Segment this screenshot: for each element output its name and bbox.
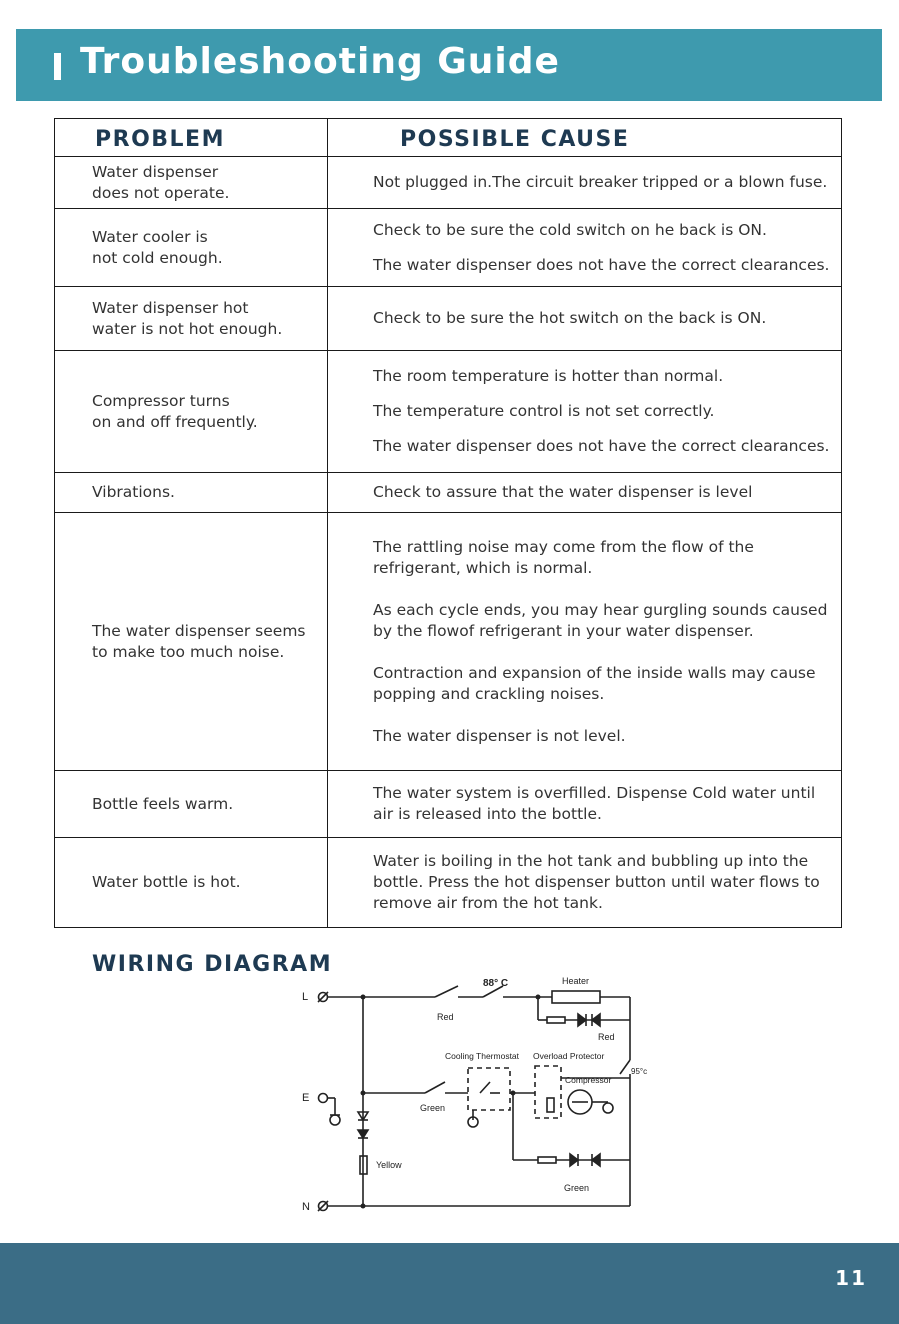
cause-text: As each cycle ends, you may hear gurgling sounds caused by the flowof refrigerant in your water dispenser. [373, 600, 828, 640]
label-n: N [302, 1201, 310, 1213]
table-header-row [55, 119, 842, 157]
ground-icon [330, 1115, 340, 1125]
label-88c: 88° C [483, 978, 509, 989]
problem-text: does not operate. [92, 183, 230, 202]
page-title: Troubleshooting Guide [80, 41, 560, 82]
cause-cell [328, 838, 842, 928]
terminal-e-icon [319, 1094, 328, 1103]
problem-cell [55, 513, 328, 771]
problem-text: water is not hot enough. [92, 319, 283, 338]
problem-cell [55, 209, 328, 287]
table-row [55, 771, 842, 838]
cause-text: Check to be sure the hot switch on the back is ON. [373, 309, 767, 327]
label-green-2: Green [564, 1183, 590, 1193]
table-row [55, 157, 842, 209]
cause-text: The water dispenser does not have the correct clearances. [373, 437, 830, 455]
problem-text: on and off frequently. [92, 412, 258, 431]
table-row [55, 287, 842, 351]
cause-text: The water dispenser does not have the correct clearances. [373, 255, 830, 274]
cause-cell [328, 771, 842, 838]
problem-text: Water dispenser hot [92, 298, 249, 317]
problem-text: to make too much noise. [92, 642, 285, 661]
table-row [55, 473, 842, 513]
label-compressor: Compressor [565, 1075, 612, 1085]
cause-text: The rattling noise may come from the flow of the refrigerant, which is normal. [373, 537, 754, 577]
label-red-2: Red [598, 1032, 615, 1042]
cause-text: Contraction and expansion of the inside walls may cause popping and crackling noises. [373, 663, 816, 703]
problem-text: not cold enough. [92, 248, 223, 267]
cause-text: Check to be sure the cold switch on he back is ON. [373, 220, 767, 239]
problem-cell [55, 771, 328, 838]
label-heater: Heater [562, 976, 590, 986]
overload-protector-icon [535, 1066, 561, 1118]
cause-cell [328, 157, 842, 209]
wiring-diagram-title: WIRING DIAGRAM [92, 952, 333, 977]
cause-text: The water system is overfilled. Dispense Cold water until air is released into the bottle. [373, 784, 816, 823]
problem-cell [55, 287, 328, 351]
table-row [55, 209, 842, 287]
page-number: 11 [835, 1266, 867, 1290]
problem-text: Water dispenser [92, 162, 219, 181]
cause-cell [328, 209, 842, 287]
label-red-1: Red [437, 1012, 454, 1022]
label-cooling-thermostat: Cooling Thermostat [445, 1051, 520, 1061]
cause-cell [328, 287, 842, 351]
troubleshooting-table [54, 118, 842, 928]
cooling-thermostat-icon [468, 1068, 510, 1110]
column-header-cause: POSSIBLE CAUSE [328, 119, 842, 157]
table-row [55, 513, 842, 771]
cause-text: The water dispenser is not level. [373, 726, 626, 745]
cause-text: Not plugged in.The circuit breaker tripped or a blown fuse. [373, 173, 828, 191]
label-95c: 95°c [631, 1067, 648, 1076]
header-accent-bar [54, 53, 61, 80]
problem-text: Compressor turns [92, 391, 230, 410]
problem-text: Vibrations. [92, 483, 175, 501]
cause-text: The room temperature is hotter than normal. [373, 367, 724, 385]
problem-text: Water bottle is hot. [92, 873, 241, 891]
cause-cell [328, 513, 842, 771]
problem-cell [55, 838, 328, 928]
column-header-problem: PROBLEM [55, 119, 328, 157]
problem-text: The water dispenser seems [92, 621, 306, 640]
problem-text: Bottle feels warm. [92, 794, 234, 813]
problem-cell [55, 157, 328, 209]
problem-text: Water cooler is [92, 227, 208, 246]
wiring-diagram [290, 970, 670, 1220]
table-row [55, 838, 842, 928]
cause-cell [328, 351, 842, 473]
label-e: E [302, 1092, 310, 1104]
problem-cell [55, 351, 328, 473]
cause-text: The temperature control is not set correctly. [373, 402, 715, 420]
cause-cell [328, 473, 842, 513]
heater-icon [552, 991, 600, 1003]
footer-band [0, 1243, 899, 1324]
table-row [55, 351, 842, 473]
label-yellow: Yellow [376, 1160, 402, 1170]
label-green-1: Green [420, 1103, 446, 1113]
cause-text: Water is boiling in the hot tank and bubbling up into the bottle. Press the hot dispenser button until water flows to remove air from the hot tank. [373, 852, 820, 912]
label-l: L [302, 991, 309, 1003]
label-overload-protector: Overload Protector [533, 1051, 605, 1061]
problem-cell [55, 473, 328, 513]
cause-text: Check to assure that the water dispenser is level [373, 483, 753, 501]
